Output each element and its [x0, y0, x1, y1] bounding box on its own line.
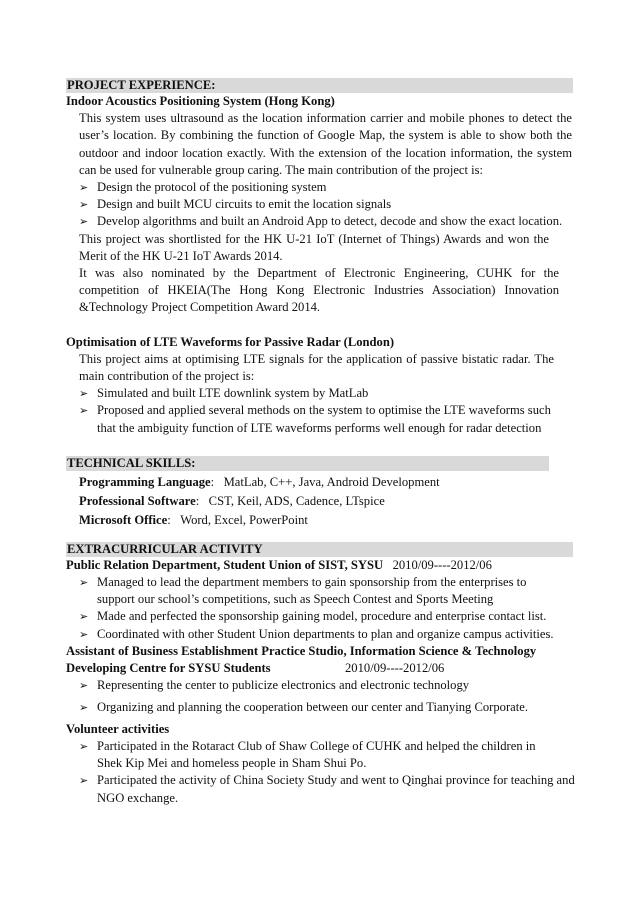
- arrowhead-bullet-icon: ➢: [79, 387, 89, 401]
- skill-row-office: Microsoft Office: Word, Excel, PowerPoint: [79, 512, 308, 527]
- arrowhead-bullet-icon: ➢: [79, 404, 89, 418]
- arrowhead-bullet-icon: ➢: [79, 610, 89, 624]
- project-title: Optimisation of LTE Waveforms for Passive Radar (London): [66, 334, 395, 349]
- list-item: ➢ Proposed and applied several methods on the system to optimise the LTE waveforms such that the ambiguity function of LTE waveforms performs well enough for radar detection: [79, 403, 551, 435]
- section-heading-technical-skills: TECHNICAL SKILLS:: [66, 456, 549, 471]
- activity-public-relation: [66, 557, 572, 643]
- arrowhead-bullet-icon: ➢: [79, 198, 89, 212]
- list-item: ➢ Coordinated with other Student Union departments to plan and organize campus activities.: [79, 626, 572, 643]
- arrowhead-bullet-icon: ➢: [79, 701, 89, 715]
- arrowhead-bullet-icon: ➢: [79, 215, 89, 229]
- list-item: ➢ Participated in the Rotaract Club of Shaw College of CUHK and helped the children in Shek Kip Mei and homeless people in Sham Shui Po.: [79, 738, 536, 771]
- arrowhead-bullet-icon: ➢: [79, 181, 89, 195]
- skill-row-programming: Programming Language: MatLab, C++, Java, Android Development: [79, 474, 440, 489]
- award-text: This project was shortlisted for the HK U-21 IoT (Internet of Things) Awards and won the Merit of the HK U-21 IoT Awards 2014.: [79, 231, 549, 263]
- project-description: This system uses ultrasound as the location information carrier and mobile phones to detect the user’s location. By combining the function of Google Map, the system is able to show both the outdoor and indoor location exactly. With the extension of the location information, the system can be used for vulnerable group caring. The main contribution of the project is:: [79, 111, 572, 177]
- activity-business-studio: [66, 643, 572, 717]
- list-item: ➢ Managed to lead the department members to gain sponsorship from the enterprises to support our school’s competitions, such as Speech Contest and Sports Meeting: [79, 575, 527, 607]
- section-heading-project-experience: PROJECT EXPERIENCE:: [66, 78, 573, 93]
- skill-row-software: Professional Software: CST, Keil, ADS, Cadence, LTspice: [79, 493, 385, 508]
- list-item: ➢ Design and built MCU circuits to emit the location signals: [79, 196, 572, 213]
- activity-list: [66, 677, 572, 716]
- list-item: ➢ Develop algorithms and built an Android App to detect, decode and show the exact location.: [79, 213, 572, 230]
- activity-period: 2010/09----2012/06: [392, 557, 492, 572]
- section-heading-extracurricular: EXTRACURRICULAR ACTIVITY: [66, 542, 573, 557]
- contribution-list: [66, 179, 572, 231]
- project-title: Indoor Acoustics Positioning System (Hong Kong): [66, 94, 335, 108]
- arrowhead-bullet-icon: ➢: [79, 627, 89, 641]
- nomination-text: It was also nominated by the Department of Electronic Engineering, CUHK for the competition of HKEIA(The Hong Kong Electronic Industries Association) Innovation &Technology Project Competition Award 2014.: [79, 266, 559, 315]
- skills-list: [66, 473, 572, 530]
- arrowhead-bullet-icon: ➢: [79, 739, 89, 753]
- project-description: This project aims at optimising LTE signals for the application of passive bistatic radar. The main contribution of the project is:: [79, 351, 554, 384]
- arrowhead-bullet-icon: ➢: [79, 774, 89, 788]
- activity-title: Volunteer activities: [66, 721, 170, 736]
- activity-period: 2010/09----2012/06: [345, 661, 445, 676]
- list-item: ➢ Simulated and built LTE downlink system by MatLab: [79, 385, 572, 402]
- contribution-list: [66, 385, 572, 437]
- project-indoor-acoustics: [66, 93, 572, 317]
- project-lte-waveforms: [66, 334, 572, 437]
- list-item: ➢ Design the protocol of the positioning system: [79, 179, 572, 196]
- activity-title-line2: Developing Centre for SYSU Students 2010/09----2012/06: [66, 660, 572, 677]
- list-item: ➢ Representing the center to publicize electronics and electronic technology: [79, 677, 572, 694]
- list-item: ➢ Made and perfected the sponsorship gaining model, procedure and enterprise contact list.: [79, 608, 572, 625]
- arrowhead-bullet-icon: ➢: [79, 576, 89, 590]
- list-item: ➢ Participated the activity of China Society Study and went to Qinghai province for teaching and NGO exchange.: [79, 773, 575, 805]
- activity-title: Public Relation Department, Student Union of SIST, SYSU 2010/09----2012/06: [66, 557, 492, 572]
- activity-list: [66, 738, 575, 807]
- arrowhead-bullet-icon: ➢: [79, 679, 89, 693]
- activity-volunteer: [66, 721, 575, 807]
- activity-title: Assistant of Business Establishment Practice Studio, Information Science & Technology: [66, 643, 537, 658]
- list-item: ➢ Organizing and planning the cooperation between our center and Tianying Corporate.: [79, 699, 572, 716]
- activity-list: [66, 574, 572, 643]
